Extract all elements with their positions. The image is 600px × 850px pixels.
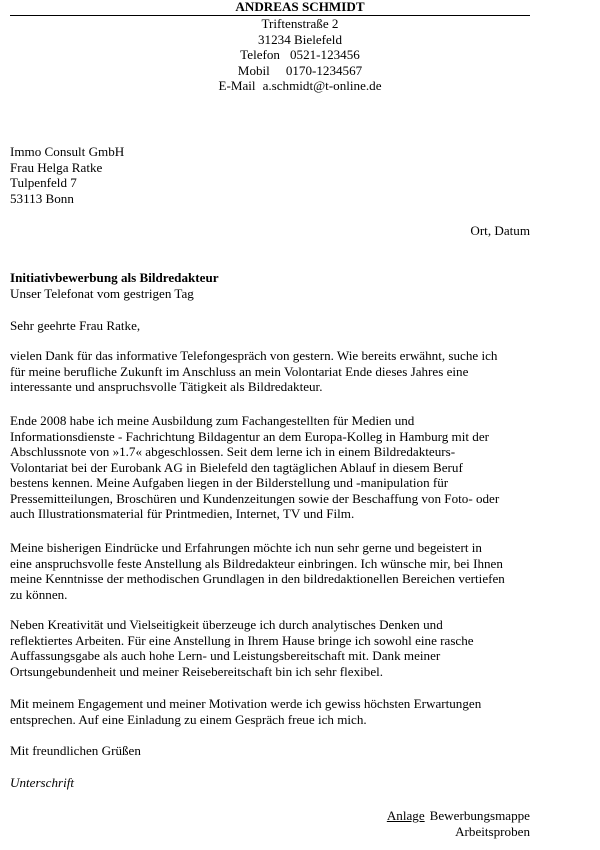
mobile-value: 0170-1234567 <box>285 62 363 78</box>
paragraph-line: vielen Dank für das informative Telefongespräch von gestern. Wie bereits erwähnt, suche ich <box>10 348 498 363</box>
enclosures <box>387 808 530 839</box>
signature-placeholder: Unterschrift <box>10 775 75 790</box>
place-date: Ort, Datum <box>470 223 530 238</box>
paragraph-line: für meine berufliche Zukunft im Anschluss an mein Volontariat Ende dieses Jahres eine <box>10 363 469 379</box>
sender-mobile-line <box>0 63 600 79</box>
recipient-company: Immo Consult GmbH <box>10 144 125 159</box>
recipient-city: 53113 Bonn <box>10 190 74 206</box>
paragraph-line: Volontariat bei der Eurobank AG in Bielefeld den tagtäglichen Ablauf in diesem Beruf <box>10 459 463 475</box>
paragraph-line: meine Kenntnisse der methodischen Grundlagen in den bildredaktionellen Bereichen vertiefen <box>10 571 505 586</box>
recipient-address <box>10 144 124 206</box>
paragraph-line: zu können. <box>10 586 68 602</box>
paragraph-line: bestens kennen. Meine Aufgaben liegen in der Bilderstellung und -manipulation für <box>10 475 449 490</box>
paragraph-line: Ortsungebundenheit und meiner Reisebereitschaft bin ich sehr flexibel. <box>10 663 384 679</box>
enclosure-label: Anlage <box>386 808 425 823</box>
paragraph-line: Neben Kreativität und Vielseitigkeit überzeuge ich durch analytisches Denken und <box>10 617 443 632</box>
paragraph-line: reflektiertes Arbeiten. Für eine Anstellung in Ihrem Hause bringe ich sowohl eine rasche <box>10 632 474 648</box>
body-paragraph-3 <box>10 540 530 602</box>
paragraph-line: Mit meinem Engagement und meiner Motivation werde ich gewiss höchsten Erwartungen <box>10 696 482 711</box>
sender-email-line <box>0 78 600 94</box>
sender-name: ANDREAS SCHMIDT <box>235 0 365 14</box>
subject-reference: Unser Telefonat vom gestrigen Tag <box>10 285 194 301</box>
email-value: a.schmidt@t-online.de <box>262 78 382 93</box>
paragraph-line: Pressemitteilungen, Broschüren und Kundenzeitungen sowie der Beschaffung von Foto- oder <box>10 490 500 506</box>
paragraph-line: Informationsdienste - Fachrichtung Bildagentur an dem Europa-Kolleg in Hamburg mit der <box>10 428 490 444</box>
body-paragraph-1 <box>10 348 530 395</box>
mobile-label: Mobil <box>237 62 270 78</box>
email-label: E-Mail <box>218 78 256 93</box>
recipient-street: Tulpenfeld 7 <box>10 175 77 190</box>
salutation: Sehr geehrte Frau Ratke, <box>10 318 141 333</box>
enclosure-item: Arbeitsproben <box>455 823 530 839</box>
phone-value: 0521-123456 <box>289 47 360 62</box>
paragraph-line: interessante und anspruchsvolle Tätigkeit als Bildredakteur. <box>10 379 323 394</box>
paragraph-line: auch Illustrationsmaterial für Printmedien, Internet, TV und Film. <box>10 506 355 521</box>
body-paragraph-5 <box>10 696 530 727</box>
paragraph-line: eine anspruchsvolle feste Anstellung als Bildredakteur einbringen. Ich wünsche mir, bei Ihnen <box>10 555 503 571</box>
subject-block <box>10 270 219 301</box>
sender-street: Triftenstraße 2 <box>261 16 339 31</box>
paragraph-line: Meine bisherigen Eindrücke und Erfahrungen möchte ich nun sehr gerne und begeistert in <box>10 540 482 555</box>
sender-phone-line <box>0 47 600 63</box>
paragraph-line: entsprechen. Auf eine Einladung zu einem Gespräch freue ich mich. <box>10 711 367 727</box>
body-paragraph-4 <box>10 617 530 679</box>
subject-title: Initiativbewerbung als Bildredakteur <box>10 270 219 285</box>
sender-contact-block <box>0 16 600 94</box>
paragraph-line: Auffassungsgabe als auch hohe Lern- und Leistungsbereitschaft mit. Dank meiner <box>10 648 441 663</box>
paragraph-line: Abschlussnote von »1.7« abgeschlossen. Seit dem lerne ich in einem Bildredakteurs- <box>10 444 456 459</box>
enclosure-item: Bewerbungsmappe <box>429 808 530 823</box>
sender-city: 31234 Bielefeld <box>258 31 342 47</box>
paragraph-line: Ende 2008 habe ich meine Ausbildung zum Fachangestellten für Medien und <box>10 413 415 428</box>
phone-label: Telefon <box>240 47 280 62</box>
closing-greeting: Mit freundlichen Grüßen <box>10 743 141 758</box>
body-paragraph-2 <box>10 413 530 522</box>
recipient-person: Frau Helga Ratke <box>10 159 103 175</box>
